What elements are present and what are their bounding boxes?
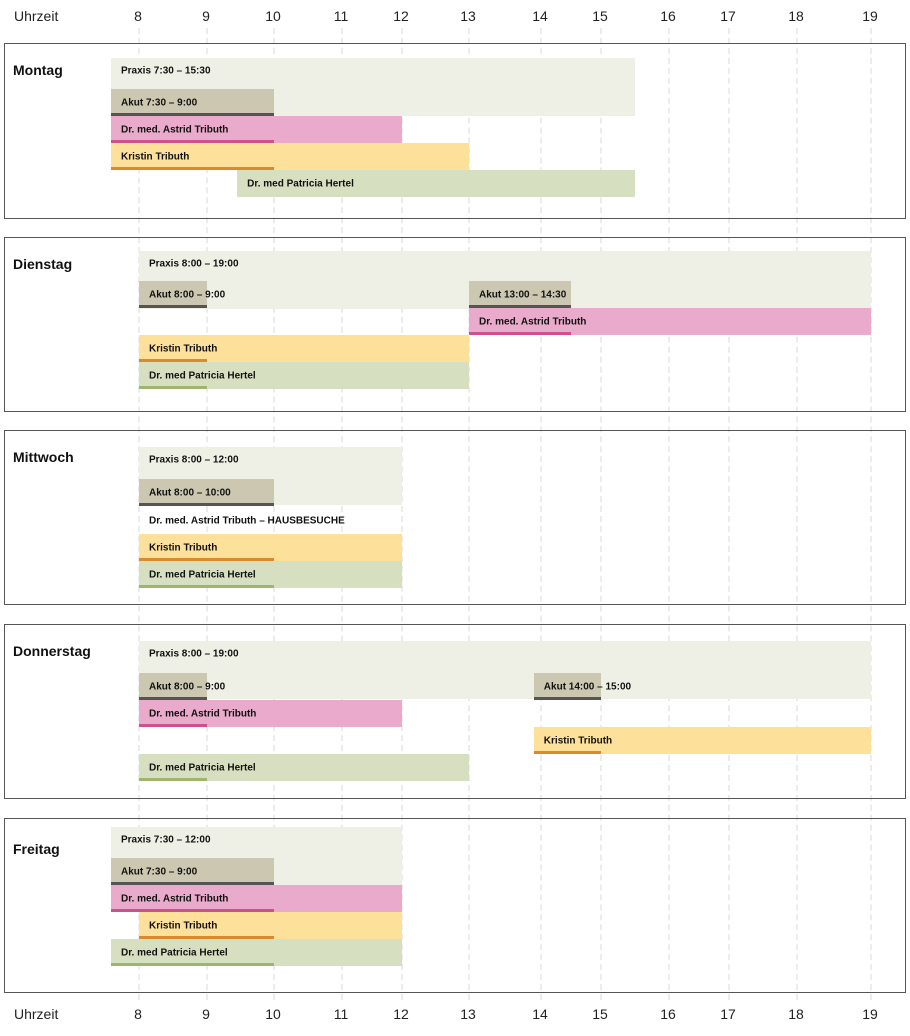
bar-label: Kristin Tributh (121, 151, 190, 162)
bar-label: Dr. med. Astrid Tributh (121, 893, 229, 904)
bar-patricia (237, 170, 635, 197)
bar-label: Dr. med Patricia Hertel (149, 569, 256, 580)
tick-label-17: 17 (720, 1006, 736, 1022)
tick-label-14: 14 (532, 8, 548, 24)
day-name: Montag (13, 62, 63, 78)
day-name: Donnerstag (13, 643, 91, 659)
tick-label-8: 8 (134, 8, 142, 24)
tick-label-15: 15 (592, 1006, 608, 1022)
bar-underline-akut (139, 503, 274, 506)
day-panel-montag (4, 43, 906, 219)
time-axis-bottom (0, 1006, 910, 1036)
tick-label-14: 14 (532, 1006, 548, 1022)
bar-praxis (139, 641, 871, 699)
bar-kristin (139, 912, 402, 939)
bar-label: Dr. med Patricia Hertel (149, 370, 256, 381)
tick-label-17: 17 (720, 8, 736, 24)
bar-label: Dr. med Patricia Hertel (247, 178, 354, 189)
tick-label-9: 9 (202, 1006, 210, 1022)
bar-label: Dr. med. Astrid Tributh (121, 124, 229, 135)
bar-label: Praxis 7:30 – 15:30 (121, 65, 211, 77)
bar-kristin (139, 534, 402, 561)
tick-label-18: 18 (788, 1006, 804, 1022)
tick-label-16: 16 (660, 8, 676, 24)
bar-underline-kristin (534, 751, 601, 754)
bar-astrid (111, 885, 402, 912)
bar-label: Praxis 8:00 – 19:00 (149, 258, 239, 270)
bar-akut (111, 89, 274, 116)
bar-label: Kristin Tributh (149, 542, 218, 553)
bar-none (139, 507, 402, 534)
day-name: Dienstag (13, 256, 73, 272)
bar-underline-patricia (139, 585, 274, 588)
bar-label: Kristin Tributh (543, 735, 613, 746)
bar-kristin (534, 727, 871, 754)
bar-label: Dr. med. Astrid Tributh – HAUSBESUCHE (149, 515, 345, 526)
bar-label: Akut 13:00 – 14:30 (479, 289, 567, 300)
tick-label-11: 11 (333, 8, 349, 24)
bar-kristin (139, 335, 469, 362)
bar-patricia (139, 754, 469, 781)
tick-label-13: 13 (460, 8, 476, 24)
bar-label: Praxis 7:30 – 12:00 (121, 834, 211, 846)
day-panel-mittwoch (4, 430, 906, 605)
day-name: Mittwoch (13, 449, 74, 465)
tick-label-11: 11 (333, 1006, 349, 1022)
tick-label-10: 10 (265, 1006, 281, 1022)
axis-label: Uhrzeit (14, 1006, 59, 1022)
day-panel-dienstag (4, 237, 906, 412)
bar-astrid (469, 308, 871, 335)
tick-label-19: 19 (862, 8, 878, 24)
bar-label: Akut 8:00 – 10:00 (149, 487, 231, 498)
bar-patricia (139, 561, 402, 588)
bar-label: Kristin Tributh (149, 920, 218, 931)
bar-label: Kristin Tributh (149, 343, 218, 354)
bar-label: Praxis 8:00 – 19:00 (149, 648, 239, 660)
bar-kristin (111, 143, 469, 170)
tick-label-8: 8 (134, 1006, 142, 1022)
bar-astrid (139, 700, 402, 727)
bar-label: Dr. med Patricia Hertel (149, 762, 256, 773)
axis-label: Uhrzeit (14, 8, 59, 24)
bar-label: Akut 7:30 – 9:00 (121, 866, 198, 877)
time-axis-top (0, 8, 910, 38)
tick-label-12: 12 (393, 1006, 409, 1022)
bar-underline-akut (534, 697, 601, 700)
bar-akut (469, 281, 571, 308)
bar-underline-patricia (139, 386, 207, 389)
bar-label: Akut 8:00 – 9:00 (149, 289, 226, 300)
tick-label-12: 12 (393, 8, 409, 24)
tick-label-18: 18 (788, 8, 804, 24)
bar-akut (139, 673, 226, 700)
day-name: Freitag (13, 841, 60, 857)
bar-label: Akut 7:30 – 9:00 (121, 97, 198, 108)
tick-label-13: 13 (460, 1006, 476, 1022)
tick-label-15: 15 (592, 8, 608, 24)
bar-underline-akut (139, 305, 207, 308)
bar-label: Akut 8:00 – 9:00 (149, 681, 226, 692)
bar-astrid (111, 116, 402, 143)
bar-label: Dr. med. Astrid Tributh (479, 316, 587, 327)
bar-patricia (111, 939, 402, 966)
bar-akut (139, 281, 226, 308)
bar-akut (111, 858, 274, 885)
bar-label: Dr. med Patricia Hertel (121, 947, 228, 958)
tick-label-19: 19 (862, 1006, 878, 1022)
tick-label-16: 16 (660, 1006, 676, 1022)
bar-underline-astrid (469, 332, 571, 335)
day-panel-freitag (4, 818, 906, 993)
bar-label: Praxis 8:00 – 12:00 (149, 454, 239, 466)
day-panel-donnerstag (4, 624, 906, 799)
bar-akut (534, 673, 632, 700)
tick-label-10: 10 (265, 8, 281, 24)
bar-underline-patricia (139, 778, 207, 781)
tick-label-9: 9 (202, 8, 210, 24)
bar-patricia (139, 362, 469, 389)
bar-label: Dr. med. Astrid Tributh (149, 708, 257, 719)
bar-label: Akut 14:00 – 15:00 (543, 681, 632, 692)
bar-underline-patricia (111, 963, 274, 966)
bar-akut (139, 479, 274, 506)
bar-underline-astrid (139, 724, 207, 727)
